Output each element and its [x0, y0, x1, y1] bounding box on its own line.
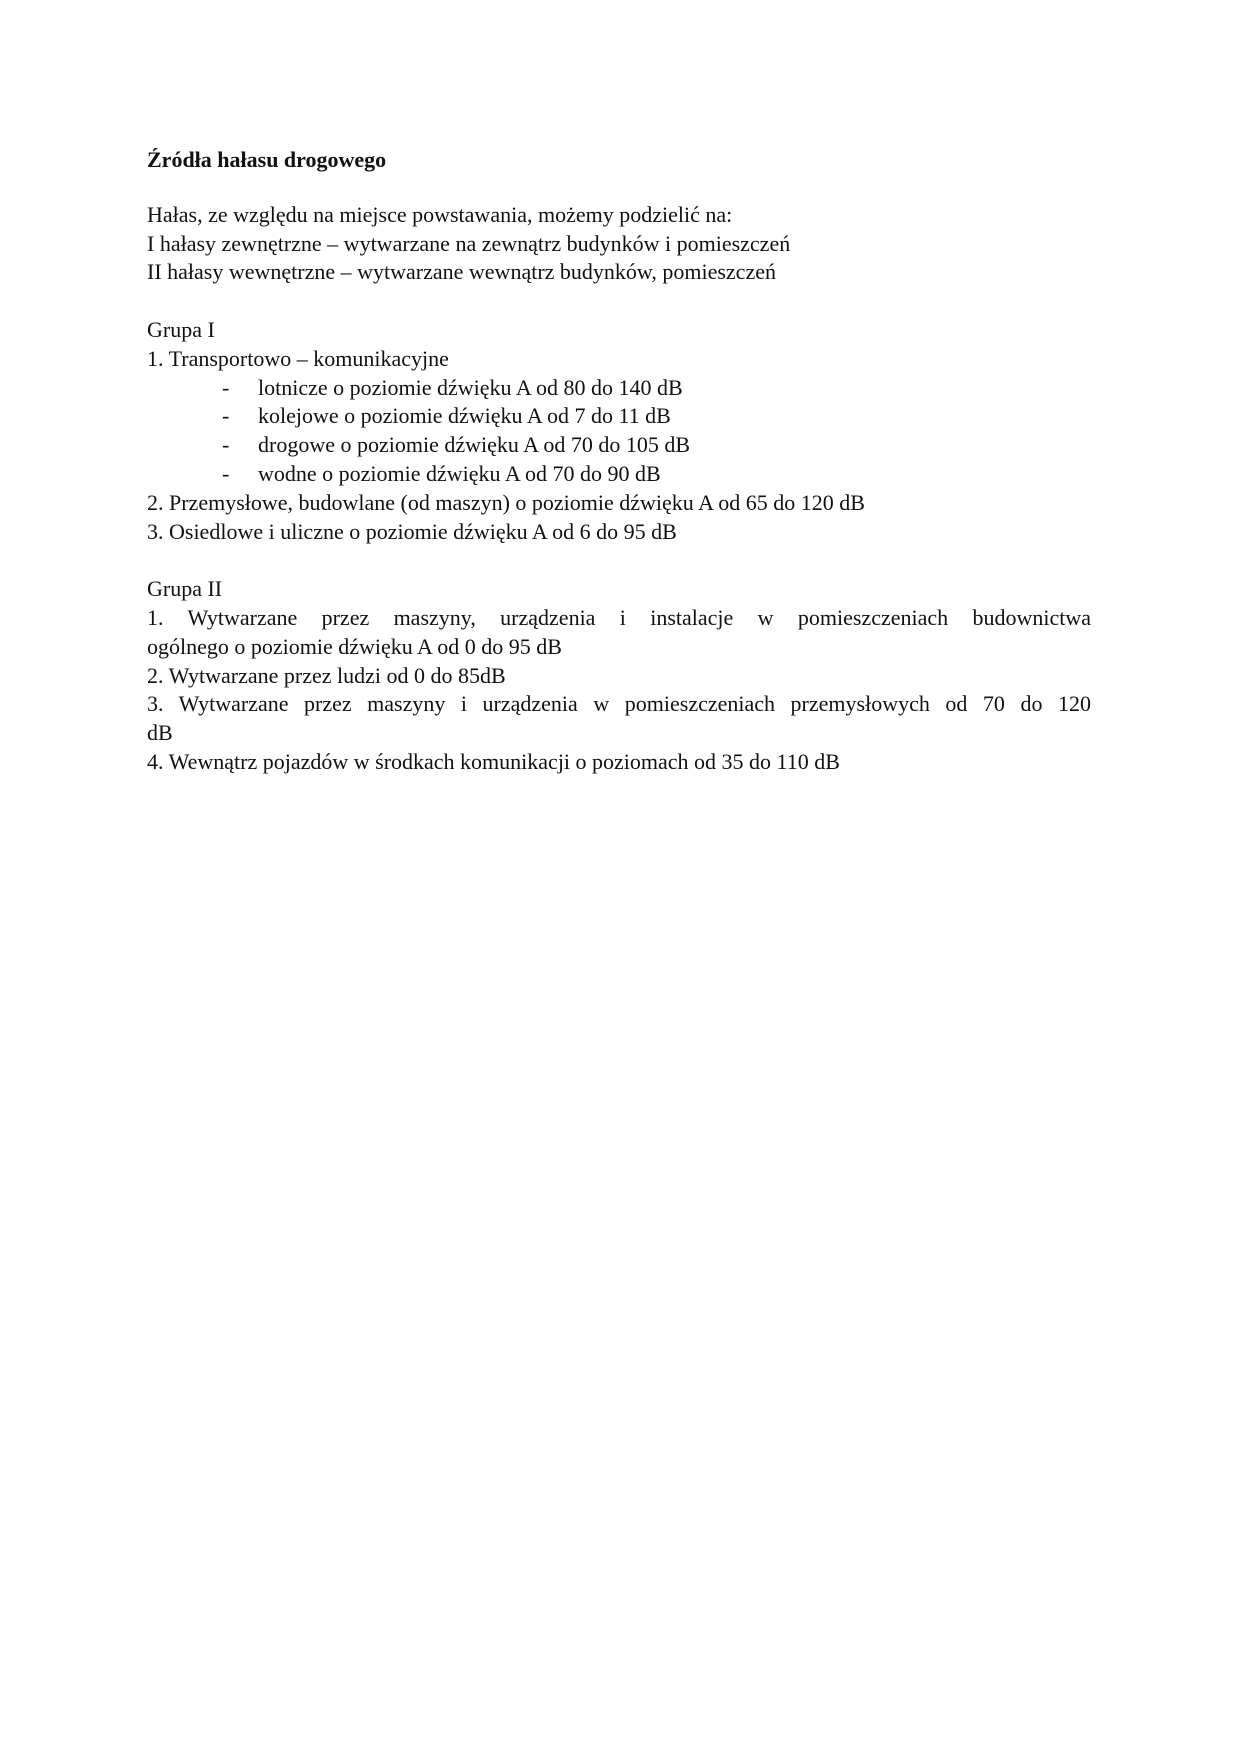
paragraph-gap [147, 287, 1091, 316]
group1-bullet-list [147, 374, 1091, 489]
group2-item-1-line-2: ogólnego o poziomie dźwięku A od 0 do 95 dB [147, 633, 562, 659]
bullet-marker: - [222, 403, 230, 429]
group1-item-2: 2. Przemysłowe, budowlane (od maszyn) o poziomie dźwięku A od 65 do 120 dB [147, 489, 865, 515]
bullet-marker: - [222, 374, 230, 400]
intro-line: Hałas, ze względu na miejsce powstawania, możemy podzielić na: [147, 201, 733, 227]
document-body [147, 146, 1091, 777]
bullet-text: drogowe o poziomie dźwięku A od 70 do 105 dB [258, 432, 691, 458]
group1-item-3: 3. Osiedlowe i uliczne o poziomie dźwięku A od 6 do 95 dB [147, 518, 677, 544]
list-item [147, 460, 1091, 489]
paragraph-gap [147, 546, 1091, 575]
bullet-marker: - [222, 460, 230, 486]
list-item [147, 374, 1091, 403]
bullet-text: lotnicze o poziomie dźwięku A od 80 do 140 dB [258, 374, 683, 400]
list-item [147, 402, 1091, 431]
group2-item-3-line-1: 3. Wytwarzane przez maszyny i urządzenia w pomieszczeniach przemysłowych od 70 do 120 [147, 691, 1091, 717]
group1-item-1: 1. Transportowo – komunikacyjne [147, 345, 449, 371]
bullet-text: kolejowe o poziomie dźwięku A od 7 do 11 dB [258, 403, 671, 429]
list-item [147, 431, 1091, 460]
group2-item-3-line-2: dB [147, 720, 173, 746]
document-title: Źródła hałasu drogowego [147, 147, 387, 172]
intro-line: II hałasy wewnętrzne – wytwarzane wewnątrz budynków, pomieszczeń [147, 259, 776, 285]
group1-heading: Grupa I [147, 316, 215, 342]
group2-item-1-line-1: 1. Wytwarzane przez maszyny, urządzenia i instalacje w pomieszczeniach budownictwa [147, 604, 1091, 630]
group2-heading: Grupa II [147, 576, 223, 602]
bullet-marker: - [222, 432, 230, 458]
group2-item-2: 2. Wytwarzane przez ludzi od 0 do 85dB [147, 662, 506, 688]
bullet-text: wodne o poziomie dźwięku A od 70 do 90 dB [258, 460, 661, 486]
intro-line: I hałasy zewnętrzne – wytwarzane na zewnątrz budynków i pomieszczeń [147, 230, 791, 256]
group2-item-4: 4. Wewnątrz pojazdów w środkach komunikacji o poziomach od 35 do 110 dB [147, 748, 840, 774]
